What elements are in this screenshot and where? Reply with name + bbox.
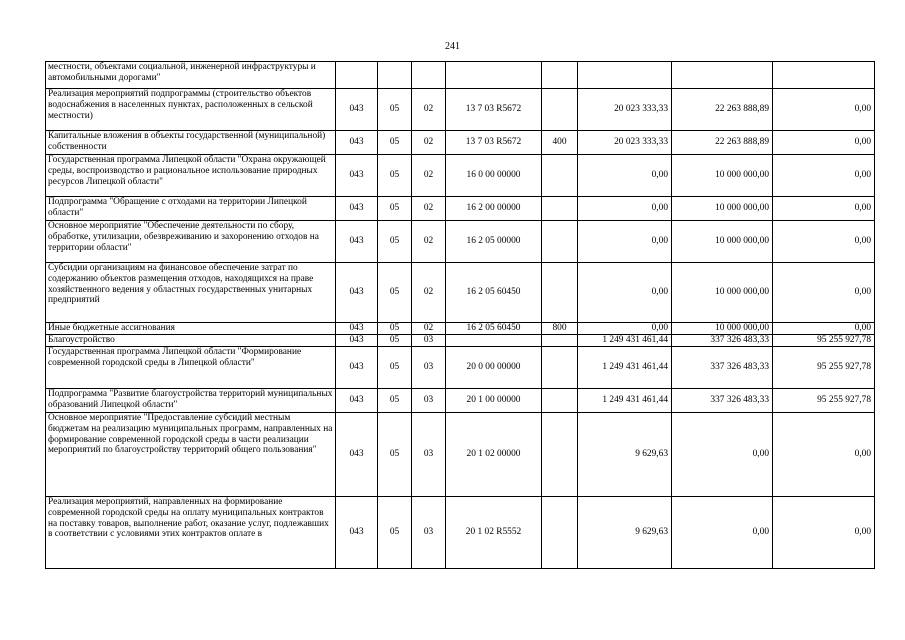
table-row (46, 89, 875, 131)
cell-name: Реализация мероприятий подпрограммы (строительство объектов водоснабжения в населенных пунктах, расположенных в сельской местности) (46, 89, 336, 131)
cell-expense-type (542, 221, 578, 263)
cell-ved-code: 043 (336, 347, 378, 389)
cell-amount-1: 0,00 (578, 197, 672, 221)
cell-target-article: 13 7 03 R5672 (446, 131, 542, 155)
cell-target-article: 16 2 05 60450 (446, 323, 542, 335)
cell-amount-1: 1 249 431 461,44 (578, 389, 672, 413)
cell-amount-2 (672, 62, 773, 89)
page-number: 241 (445, 41, 460, 52)
cell-amount-1: 1 249 431 461,44 (578, 347, 672, 389)
cell-amount-3: 0,00 (773, 131, 875, 155)
cell-name: Капитальные вложения в объекты государственной (муниципальной) собственности (46, 131, 336, 155)
cell-section-code: 05 (378, 347, 412, 389)
cell-amount-3: 95 255 927,78 (773, 347, 875, 389)
cell-name: местности, объектами социальной, инженерной инфраструктуры и автомобильными дорогами" (46, 62, 336, 89)
cell-section-code (378, 62, 412, 89)
cell-amount-1: 1 249 431 461,44 (578, 335, 672, 347)
cell-target-article: 20 1 02 00000 (446, 413, 542, 497)
table-row (46, 155, 875, 197)
cell-target-article: 13 7 03 R5672 (446, 89, 542, 131)
cell-amount-3: 95 255 927,78 (773, 335, 875, 347)
cell-expense-type (542, 413, 578, 497)
cell-ved-code: 043 (336, 89, 378, 131)
cell-subsection-code: 03 (412, 413, 446, 497)
cell-amount-2: 337 326 483,33 (672, 347, 773, 389)
cell-expense-type (542, 155, 578, 197)
cell-ved-code: 043 (336, 335, 378, 347)
cell-section-code: 05 (378, 197, 412, 221)
cell-section-code: 05 (378, 389, 412, 413)
cell-expense-type (542, 62, 578, 89)
cell-amount-3: 0,00 (773, 323, 875, 335)
cell-target-article: 20 0 00 00000 (446, 347, 542, 389)
cell-target-article: 16 2 00 00000 (446, 197, 542, 221)
cell-expense-type (542, 263, 578, 323)
cell-amount-1: 0,00 (578, 323, 672, 335)
cell-subsection-code: 03 (412, 497, 446, 569)
cell-amount-3: 95 255 927,78 (773, 389, 875, 413)
table-row (46, 131, 875, 155)
cell-name: Благоустройство (46, 335, 336, 347)
cell-target-article (446, 335, 542, 347)
cell-amount-3: 0,00 (773, 497, 875, 569)
cell-name: Подпрограмма "Обращение с отходами на территории Липецкой области" (46, 197, 336, 221)
cell-section-code: 05 (378, 323, 412, 335)
table-row (46, 221, 875, 263)
cell-expense-type (542, 335, 578, 347)
cell-amount-2: 0,00 (672, 497, 773, 569)
cell-subsection-code (412, 62, 446, 89)
cell-name: Иные бюджетные ассигнования (46, 323, 336, 335)
cell-amount-1: 0,00 (578, 221, 672, 263)
table-row (46, 197, 875, 221)
cell-name: Основное мероприятие "Обеспечение деятельности по сбору, обработке, утилизации, обезвреживанию и захоронению отходов на территории области" (46, 221, 336, 263)
cell-amount-3: 0,00 (773, 155, 875, 197)
cell-name: Государственная программа Липецкой области "Охрана окружающей среды, воспроизводство и рациональное использование природных ресурсов Липецкой области" (46, 155, 336, 197)
cell-subsection-code: 02 (412, 131, 446, 155)
cell-subsection-code: 02 (412, 89, 446, 131)
cell-ved-code: 043 (336, 413, 378, 497)
cell-subsection-code: 03 (412, 389, 446, 413)
cell-section-code: 05 (378, 221, 412, 263)
cell-ved-code: 043 (336, 131, 378, 155)
cell-target-article: 16 2 05 00000 (446, 221, 542, 263)
cell-subsection-code: 03 (412, 335, 446, 347)
cell-subsection-code: 02 (412, 197, 446, 221)
cell-ved-code: 043 (336, 155, 378, 197)
cell-ved-code: 043 (336, 497, 378, 569)
cell-expense-type (542, 89, 578, 131)
cell-amount-2: 22 263 888,89 (672, 89, 773, 131)
cell-subsection-code: 02 (412, 323, 446, 335)
cell-amount-1: 9 629,63 (578, 413, 672, 497)
cell-expense-type (542, 389, 578, 413)
table-row (46, 413, 875, 497)
cell-expense-type: 800 (542, 323, 578, 335)
cell-section-code: 05 (378, 413, 412, 497)
cell-ved-code: 043 (336, 197, 378, 221)
table-row (46, 335, 875, 347)
cell-section-code: 05 (378, 497, 412, 569)
cell-amount-1: 20 023 333,33 (578, 131, 672, 155)
cell-amount-2: 10 000 000,00 (672, 155, 773, 197)
cell-amount-1: 9 629,63 (578, 497, 672, 569)
cell-amount-3: 0,00 (773, 413, 875, 497)
cell-section-code: 05 (378, 131, 412, 155)
cell-amount-3: 0,00 (773, 263, 875, 323)
cell-expense-type (542, 497, 578, 569)
cell-ved-code: 043 (336, 221, 378, 263)
cell-subsection-code: 02 (412, 155, 446, 197)
cell-name: Реализация мероприятий, направленных на формирование современной городской среды на оплату муниципальных контрактов на поставку товаров, выполнение работ, оказание услуг, подлежавших в соответствии с условиями этих контрактов оплате в (46, 497, 336, 569)
cell-name: Подпрограмма "Развитие благоустройства территорий муниципальных образований Липецкой области" (46, 389, 336, 413)
cell-amount-2: 10 000 000,00 (672, 263, 773, 323)
cell-amount-2: 22 263 888,89 (672, 131, 773, 155)
budget-table (45, 61, 875, 569)
cell-subsection-code: 02 (412, 221, 446, 263)
cell-target-article: 20 1 00 00000 (446, 389, 542, 413)
cell-ved-code: 043 (336, 389, 378, 413)
cell-amount-2: 337 326 483,33 (672, 389, 773, 413)
cell-name: Основное мероприятие "Предоставление субсидий местным бюджетам на реализацию муниципальных программ, направленных на формирование современной городской среды в части реализации мероприятий по благоустройству территорий общего пользования" (46, 413, 336, 497)
cell-amount-3: 0,00 (773, 221, 875, 263)
cell-amount-1: 0,00 (578, 155, 672, 197)
cell-expense-type (542, 347, 578, 389)
cell-ved-code: 043 (336, 323, 378, 335)
cell-amount-2: 0,00 (672, 413, 773, 497)
table-row (46, 62, 875, 89)
cell-section-code: 05 (378, 335, 412, 347)
cell-subsection-code: 02 (412, 263, 446, 323)
table-row (46, 389, 875, 413)
table-row (46, 323, 875, 335)
cell-target-article: 16 2 05 60450 (446, 263, 542, 323)
table-row (46, 263, 875, 323)
table-row (46, 497, 875, 569)
cell-section-code: 05 (378, 155, 412, 197)
cell-subsection-code: 03 (412, 347, 446, 389)
cell-ved-code (336, 62, 378, 89)
table-row (46, 347, 875, 389)
cell-section-code: 05 (378, 263, 412, 323)
cell-section-code: 05 (378, 89, 412, 131)
cell-expense-type (542, 197, 578, 221)
cell-name: Субсидии организациям на финансовое обеспечение затрат по содержанию объектов размещения отходов, находящихся на праве хозяйственного ведения у областных государственных унитарных предприятий (46, 263, 336, 323)
budget-table-body (46, 62, 875, 569)
cell-target-article: 20 1 02 R5552 (446, 497, 542, 569)
cell-target-article (446, 62, 542, 89)
cell-name: Государственная программа Липецкой области "Формирование современной городской среды в Липецкой области" (46, 347, 336, 389)
cell-amount-2: 337 326 483,33 (672, 335, 773, 347)
cell-amount-2: 10 000 000,00 (672, 197, 773, 221)
cell-ved-code: 043 (336, 263, 378, 323)
cell-amount-3: 0,00 (773, 197, 875, 221)
cell-amount-2: 10 000 000,00 (672, 221, 773, 263)
cell-amount-2: 10 000 000,00 (672, 323, 773, 335)
cell-amount-3 (773, 62, 875, 89)
cell-expense-type: 400 (542, 131, 578, 155)
cell-amount-1 (578, 62, 672, 89)
cell-target-article: 16 0 00 00000 (446, 155, 542, 197)
cell-amount-1: 20 023 333,33 (578, 89, 672, 131)
cell-amount-1: 0,00 (578, 263, 672, 323)
cell-amount-3: 0,00 (773, 89, 875, 131)
